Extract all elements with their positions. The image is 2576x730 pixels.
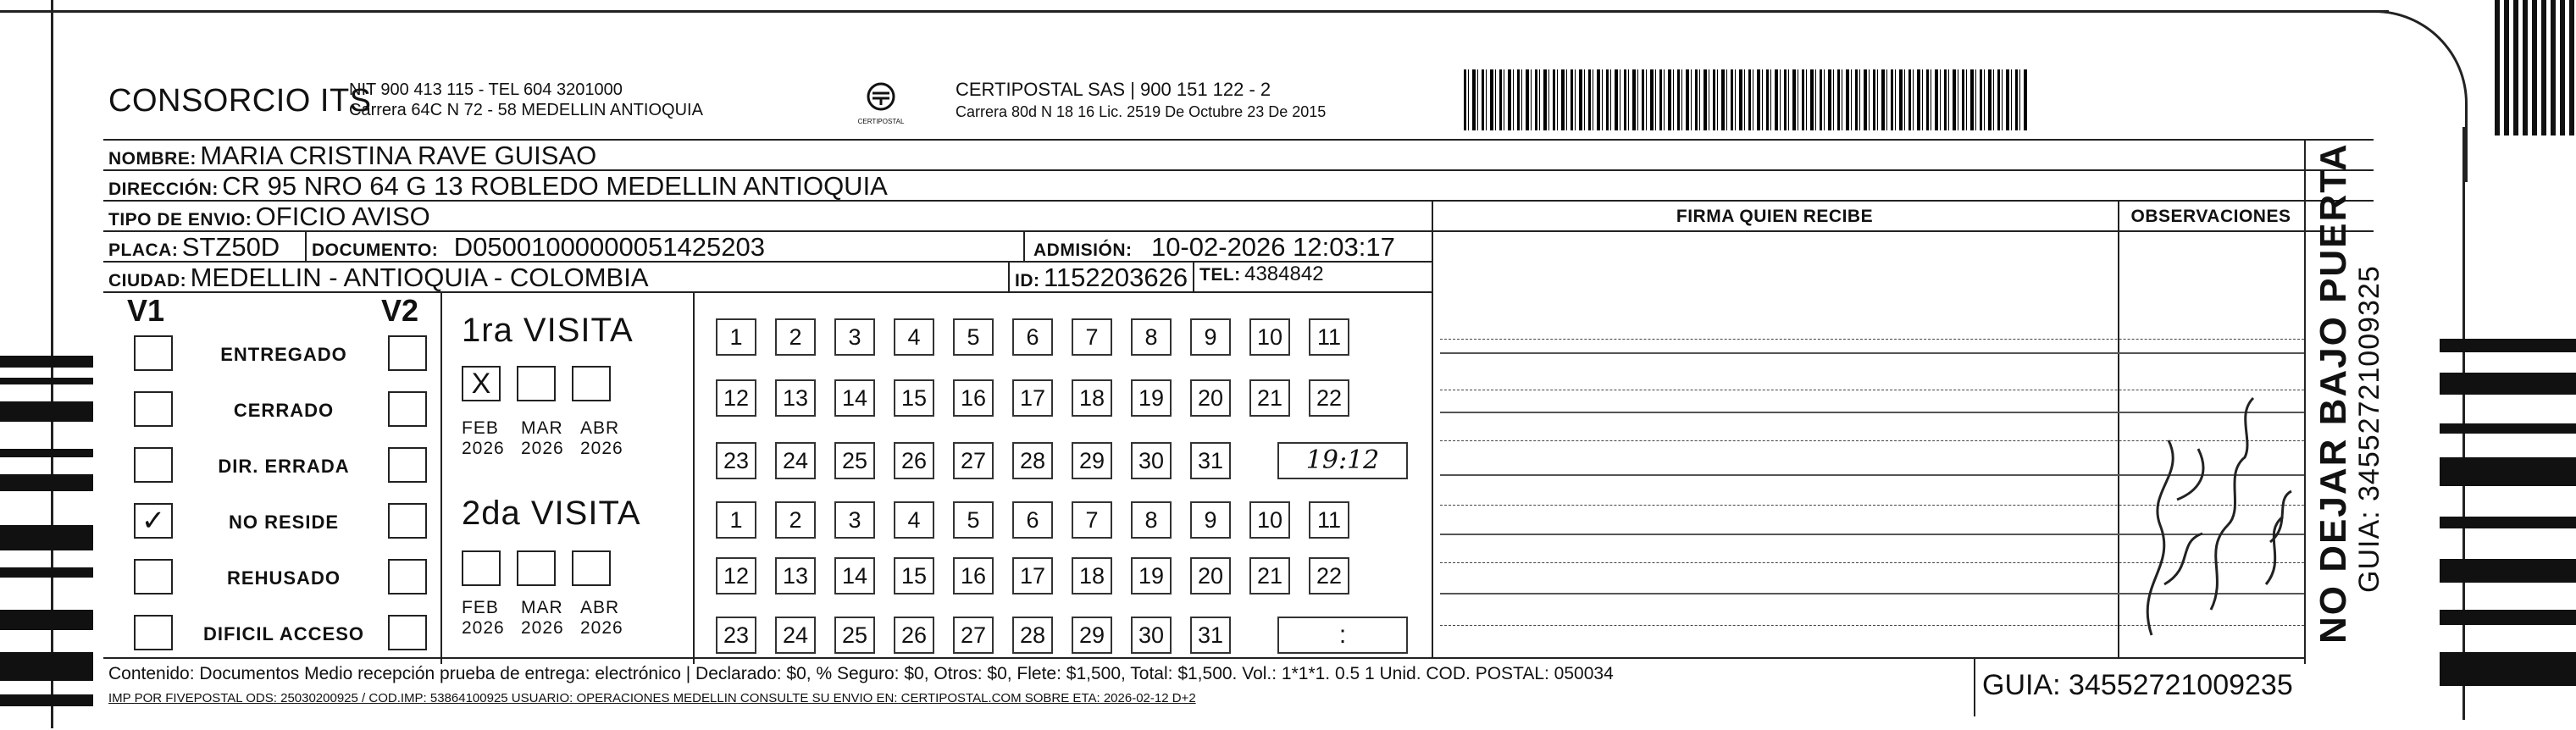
day-box[interactable]: 12 xyxy=(716,557,756,595)
year-label-2: 2026 xyxy=(521,618,564,638)
v1-checkbox-1[interactable] xyxy=(134,335,173,371)
courier-name: CERTIPOSTAL SAS | 900 151 122 - 2 xyxy=(956,79,1271,100)
no-dejar-bajo-puerta-text: NO DEJAR BAJO PUERTA xyxy=(2313,142,2354,644)
day-box[interactable]: 7 xyxy=(1072,318,1112,356)
company-address: Carrera 64C N 72 - 58 MEDELLIN ANTIOQUIA xyxy=(349,101,703,119)
placa-field xyxy=(108,232,280,263)
handwritten-signature xyxy=(2118,330,2304,652)
footer-guia: GUIA: 34552721009235 xyxy=(1982,669,2293,701)
v1-checkbox-4[interactable]: ✓ xyxy=(134,503,173,539)
day-box[interactable]: 28 xyxy=(1012,442,1053,479)
month-label-mar: MAR xyxy=(521,418,563,438)
cause-label-3: DIR. ERRADA xyxy=(218,456,350,477)
col-line-right xyxy=(2304,139,2306,664)
day-box[interactable]: 31 xyxy=(1190,442,1231,479)
tipo-label: TIPO DE ENVIO: xyxy=(108,210,252,230)
v1-checkbox-6[interactable] xyxy=(134,615,173,650)
day-box[interactable]: 1 xyxy=(716,501,756,539)
month-box-feb-1[interactable]: X xyxy=(462,366,501,401)
day-box[interactable]: 29 xyxy=(1072,442,1112,479)
day-box[interactable]: 5 xyxy=(953,501,994,539)
day-box[interactable]: 23 xyxy=(716,617,756,654)
certipostal-logo-icon xyxy=(864,81,898,115)
year-label-1: 2026 xyxy=(462,618,505,638)
year-label-1: 2026 xyxy=(462,439,505,458)
day-box[interactable]: 15 xyxy=(894,379,934,417)
day-box[interactable]: 23 xyxy=(716,442,756,479)
month-box-feb-2[interactable] xyxy=(462,550,501,586)
day-box[interactable]: 27 xyxy=(953,442,994,479)
v2-label: V2 xyxy=(381,293,419,328)
month-label-feb: FEB xyxy=(462,418,499,438)
day-box[interactable]: 24 xyxy=(775,617,816,654)
col-line-causes xyxy=(440,291,442,664)
year-label-3: 2026 xyxy=(580,618,623,638)
id-label: ID: xyxy=(1015,271,1040,290)
day-box[interactable]: 14 xyxy=(834,557,875,595)
day-box[interactable]: 20 xyxy=(1190,557,1231,595)
v1-checkbox-2[interactable] xyxy=(134,391,173,427)
day-box[interactable]: 7 xyxy=(1072,501,1112,539)
documento-label: DOCUMENTO: xyxy=(312,241,439,260)
day-box[interactable]: 22 xyxy=(1309,557,1349,595)
cause-label-6: DIFICIL ACCESO xyxy=(202,623,364,644)
day-box[interactable]: 29 xyxy=(1072,617,1112,654)
v2-checkbox-5[interactable] xyxy=(388,559,427,595)
day-box[interactable]: 2 xyxy=(775,501,816,539)
day-box[interactable]: 11 xyxy=(1309,318,1349,356)
admision-field xyxy=(1033,232,1395,263)
day-box[interactable]: 9 xyxy=(1190,318,1231,356)
day-box[interactable]: 20 xyxy=(1190,379,1231,417)
footer-contenido: Contenido: Documentos Medio recepción prueba de entrega: electrónico | Declarado: $0, % Seguro: $0, Otros: $0, Flete: $1,500, Total: $1,500. Vol.: 1*1*1. 0.5 1 Unid. COD. POSTAL: 050034 xyxy=(108,664,1614,683)
day-box[interactable]: 27 xyxy=(953,617,994,654)
top-edge-line xyxy=(0,10,2389,13)
v2-checkbox-4[interactable] xyxy=(388,503,427,539)
vertical-guia-number: GUIA: 34552721009325 xyxy=(2353,265,2385,593)
ciudad-value: MEDELLIN - ANTIOQUIA - COLOMBIA xyxy=(190,263,649,292)
barcode xyxy=(1464,69,2027,130)
day-box[interactable]: 4 xyxy=(894,501,934,539)
day-box[interactable]: 6 xyxy=(1012,501,1053,539)
day-box[interactable]: 13 xyxy=(775,379,816,417)
day-box[interactable]: 17 xyxy=(1012,379,1053,417)
col-line-firma xyxy=(1432,200,1433,657)
courier-address: Carrera 80d N 18 16 Lic. 2519 De Octubre 23 De 2015 xyxy=(956,103,1327,120)
month-box-mar-1[interactable] xyxy=(517,366,556,401)
day-box[interactable]: 21 xyxy=(1249,379,1290,417)
row-line-footer xyxy=(103,657,2306,659)
day-box[interactable]: 18 xyxy=(1072,557,1112,595)
day-box[interactable]: 24 xyxy=(775,442,816,479)
row-line-firma-header xyxy=(1432,230,2304,232)
direccion-field xyxy=(108,171,888,202)
day-box[interactable]: 19 xyxy=(1131,557,1172,595)
admision-label: ADMISIÓN: xyxy=(1033,241,1133,260)
firma-column-header: FIRMA QUIEN RECIBE xyxy=(1676,207,1874,226)
day-box[interactable]: 17 xyxy=(1012,557,1053,595)
day-box[interactable]: 25 xyxy=(834,442,875,479)
footer-guia-divider xyxy=(1974,657,1975,716)
v2-checkbox-6[interactable] xyxy=(388,615,427,650)
day-box[interactable]: 26 xyxy=(894,617,934,654)
ciudad-label: CIUDAD: xyxy=(108,271,187,290)
day-box[interactable]: 9 xyxy=(1190,501,1231,539)
day-box[interactable]: 16 xyxy=(953,379,994,417)
company-nit: NIT 900 413 115 - TEL 604 3201000 xyxy=(349,80,623,99)
cause-label-4: NO RESIDE xyxy=(228,512,340,533)
id-field xyxy=(1015,263,1188,293)
day-box[interactable]: 10 xyxy=(1249,501,1290,539)
placa-label: PLACA: xyxy=(108,241,179,260)
day-box[interactable]: 30 xyxy=(1131,617,1172,654)
day-box[interactable]: 15 xyxy=(894,557,934,595)
tipo-field xyxy=(108,202,430,232)
month-label-abr: ABR xyxy=(580,598,620,617)
second-visit-label: 2da VISITA xyxy=(462,495,641,532)
day-box[interactable]: 8 xyxy=(1131,318,1172,356)
direccion-label: DIRECCIÓN: xyxy=(108,180,219,199)
day-box[interactable]: 4 xyxy=(894,318,934,356)
month-box-abr-1[interactable] xyxy=(572,366,611,401)
documento-field xyxy=(312,232,765,263)
observaciones-column-header: OBSERVACIONES xyxy=(2130,207,2291,226)
cause-label-5: REHUSADO xyxy=(227,567,341,589)
day-box[interactable]: 3 xyxy=(834,318,875,356)
certipostal-logo xyxy=(856,81,906,132)
ciudad-field xyxy=(108,263,649,293)
year-label-2: 2026 xyxy=(521,439,564,458)
day-box[interactable]: 12 xyxy=(716,379,756,417)
tel-field xyxy=(1199,263,1324,286)
year-label-3: 2026 xyxy=(580,439,623,458)
day-box[interactable]: 31 xyxy=(1190,617,1231,654)
day-box[interactable]: 25 xyxy=(834,617,875,654)
day-box[interactable]: 1 xyxy=(716,318,756,356)
day-box[interactable]: 13 xyxy=(775,557,816,595)
day-box[interactable]: 6 xyxy=(1012,318,1053,356)
nombre-value: MARIA CRISTINA RAVE GUISAO xyxy=(200,141,597,170)
col-line-days xyxy=(693,291,695,664)
certipostal-logo-text: CERTIPOSTAL xyxy=(857,118,905,125)
day-box[interactable]: 30 xyxy=(1131,442,1172,479)
v2-checkbox-1[interactable] xyxy=(388,335,427,371)
v2-checkbox-2[interactable] xyxy=(388,391,427,427)
month-label-feb: FEB xyxy=(462,598,499,617)
v2-checkbox-3[interactable] xyxy=(388,447,427,483)
nombre-label: NOMBRE: xyxy=(108,149,197,169)
v1-label: V1 xyxy=(127,293,165,328)
col-line-admision xyxy=(1023,230,1025,261)
tipo-value: OFICIO AVISO xyxy=(255,202,430,231)
day-box[interactable]: 10 xyxy=(1249,318,1290,356)
day-box[interactable]: 14 xyxy=(834,379,875,417)
day-box[interactable]: 8 xyxy=(1131,501,1172,539)
day-box[interactable]: 26 xyxy=(894,442,934,479)
month-box-abr-2[interactable] xyxy=(572,550,611,586)
first-visit-label: 1ra VISITA xyxy=(462,312,634,349)
v1-checkbox-3[interactable] xyxy=(134,447,173,483)
time-box-first[interactable]: 19:12 xyxy=(1277,442,1408,479)
day-box[interactable]: 21 xyxy=(1249,557,1290,595)
cause-label-2: CERRADO xyxy=(233,400,335,421)
top-right-corner-curve xyxy=(2363,10,2468,182)
col-line-id xyxy=(1008,261,1010,291)
col-line-documento xyxy=(305,230,307,261)
month-label-mar: MAR xyxy=(521,598,563,617)
day-box[interactable]: 19 xyxy=(1131,379,1172,417)
id-value: 1152203626 xyxy=(1043,263,1188,292)
day-box[interactable]: 28 xyxy=(1012,617,1053,654)
day-box[interactable]: 16 xyxy=(953,557,994,595)
day-box[interactable]: 18 xyxy=(1072,379,1112,417)
col-line-tel xyxy=(1193,261,1194,291)
day-box[interactable]: 2 xyxy=(775,318,816,356)
v1-checkbox-5[interactable] xyxy=(134,559,173,595)
documento-value: D05001000000051425203 xyxy=(453,232,765,262)
month-box-mar-2[interactable] xyxy=(517,550,556,586)
footer-imp: IMP POR FIVEPOSTAL ODS: 25030200925 / COD.IMP: 53864100925 USUARIO: OPERACIONES MEDELLIN CONSULTE SU ENVIO EN: CERTIPOSTAL.COM SOBRE ETA: 2026-02-12 D+2 xyxy=(108,691,1196,705)
company-name: CONSORCIO ITS xyxy=(108,83,372,119)
nombre-field xyxy=(108,141,596,171)
day-box[interactable]: 5 xyxy=(953,318,994,356)
admision-value: 10-02-2026 12:03:17 xyxy=(1150,232,1395,262)
tel-label: TEL: xyxy=(1199,265,1241,285)
day-box[interactable]: 11 xyxy=(1309,501,1349,539)
time-box-second[interactable]: : xyxy=(1277,617,1408,654)
cause-label-1: ENTREGADO xyxy=(220,344,347,365)
tel-value: 4384842 xyxy=(1244,263,1324,285)
day-box[interactable]: 22 xyxy=(1309,379,1349,417)
placa-value: STZ50D xyxy=(181,232,280,262)
direccion-value: CR 95 NRO 64 G 13 ROBLEDO MEDELLIN ANTIOQUIA xyxy=(222,171,888,201)
month-label-abr: ABR xyxy=(580,418,620,438)
day-box[interactable]: 3 xyxy=(834,501,875,539)
